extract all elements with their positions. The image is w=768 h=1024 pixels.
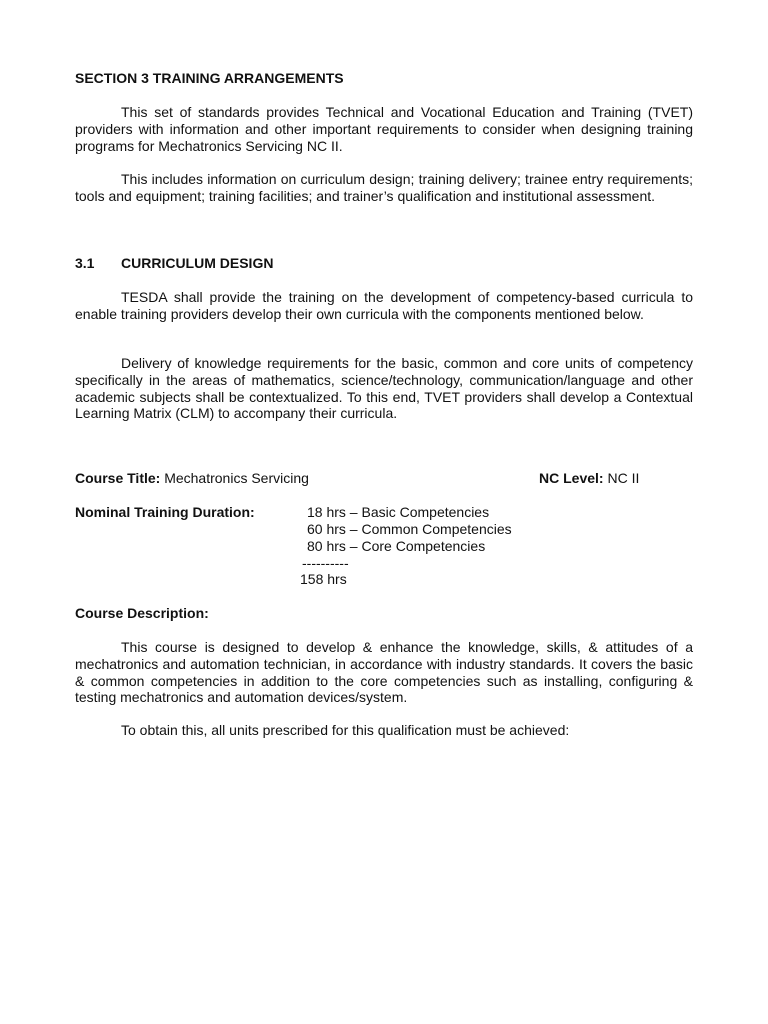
- duration-common: 60 hrs – Common Competencies: [307, 521, 512, 537]
- intro-paragraph-1: This set of standards provides Technical and Vocational Education and Training (TVET) providers with information and other important requirements to consider when designing training programs for Mechatronics Servicing NC II.: [75, 104, 693, 154]
- curriculum-section-number: 3.1: [75, 255, 95, 271]
- curriculum-paragraph-2: Delivery of knowledge requirements for the basic, common and core units of competency specifically in the areas of mathematics, science/technology, communication/language and other academic subjects shall be contextualized. To this end, TVET providers shall develop a Contextual Learning Matrix (CLM) to accompany their curricula.: [75, 355, 693, 422]
- duration-total: 158 hrs: [300, 571, 347, 587]
- section-title: SECTION 3 TRAINING ARRANGEMENTS: [75, 70, 344, 86]
- course-description-paragraph-1: This course is designed to develop & enhance the knowledge, skills, & attitudes of a mechatronics and automation technician, in accordance with industry standards. It covers the basic & common competencies in addition to the core competencies such as installing, configuring & testing mechatronics and automation devices/system.: [75, 639, 693, 706]
- nc-level-value: NC II: [603, 470, 640, 486]
- duration-separator: ----------: [302, 555, 349, 571]
- course-title-value: Mechatronics Servicing: [160, 470, 309, 486]
- curriculum-section-heading: CURRICULUM DESIGN: [121, 255, 274, 271]
- intro-paragraph-2: This includes information on curriculum design; training delivery; trainee entry requirements; tools and equipment; training facilities; and trainer’s qualification and institutional assessment.: [75, 171, 693, 204]
- curriculum-paragraph-1: TESDA shall provide the training on the development of competency-based curricula to enable training providers develop their own curricula with the components mentioned below.: [75, 289, 693, 322]
- course-description-paragraph-2: To obtain this, all units prescribed for this qualification must be achieved:: [121, 722, 570, 738]
- course-description-label: Course Description:: [75, 605, 209, 621]
- duration-basic: 18 hrs – Basic Competencies: [307, 504, 490, 520]
- nc-level-line: [539, 470, 639, 487]
- duration-core: 80 hrs – Core Competencies: [307, 538, 486, 554]
- nc-level-label: NC Level:: [539, 470, 604, 486]
- course-title-line: [75, 470, 309, 487]
- course-title-label: Course Title:: [75, 470, 161, 486]
- duration-label: Nominal Training Duration:: [75, 504, 255, 520]
